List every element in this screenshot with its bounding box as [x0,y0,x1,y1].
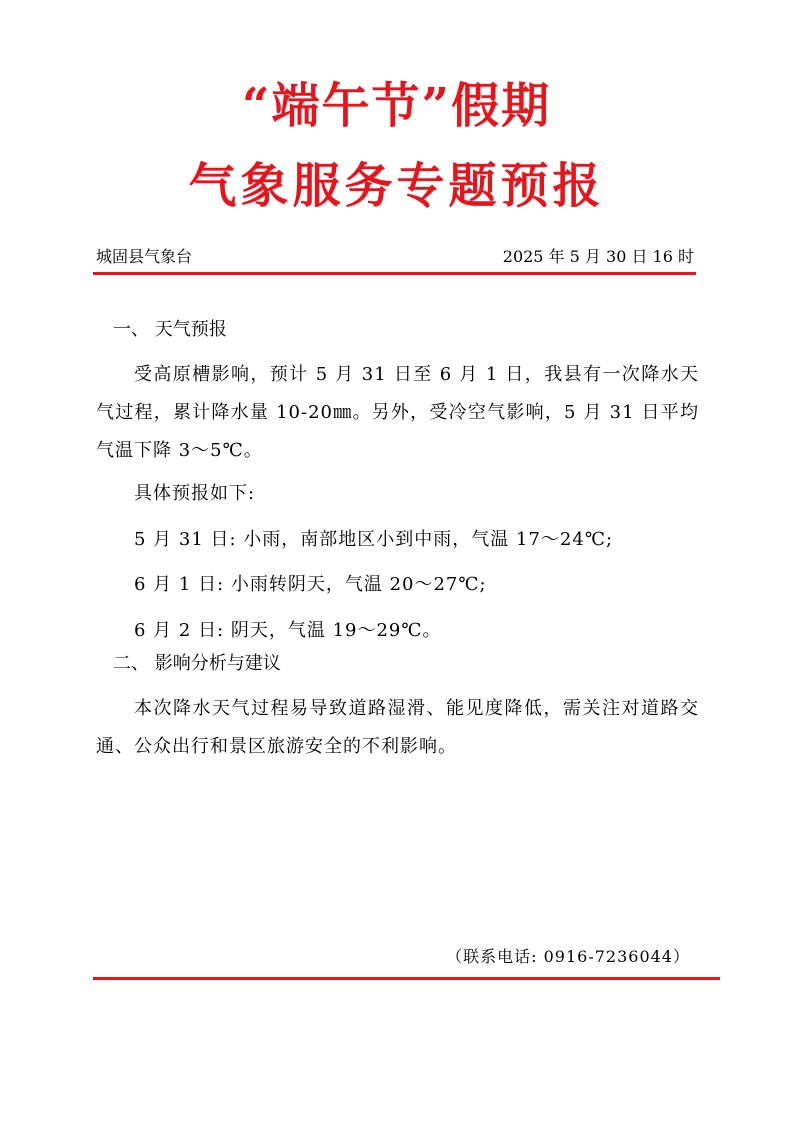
document-title-line2: 气象服务专题预报 [188,158,605,214]
section2-heading: 二、 影响分析与建议 [113,653,281,674]
section2-paragraph: 本次降水天气过程易导致道路湿滑、能见度降低，需关注对道路交通、公众出行和景区旅游安全的不利影响。 [96,698,699,757]
forecast-day-2: 6 月 1 日: 小雨转阴天，气温 20～27℃; [134,574,487,595]
section1-paragraph: 受高原槽影响，预计 5 月 31 日至 6 月 1 日，我县有一次降水天气过程，累计降水量 10-20㎜。另外，受冷空气影响，5 月 31 日平均气温下降 3～5℃。 [96,364,699,461]
footer-divider [93,977,720,980]
forecast-day-3: 6 月 2 日: 阴天，气温 19～29℃。 [134,620,442,641]
forecast-intro: 具体预报如下: [134,483,256,504]
issuer-name: 城固县气象台 [96,247,193,266]
forecast-day-1: 5 月 31 日: 小雨，南部地区小到中雨，气温 17～24℃; [134,529,614,550]
section1-heading: 一、 天气预报 [113,319,227,340]
contact-phone: （联系电话: 0916-7236044） [446,947,690,966]
header-divider [93,272,696,275]
issue-time: 2025 年 5 月 30 日 16 时 [502,247,694,266]
document-title-line1: “端午节”假期 [241,78,552,134]
